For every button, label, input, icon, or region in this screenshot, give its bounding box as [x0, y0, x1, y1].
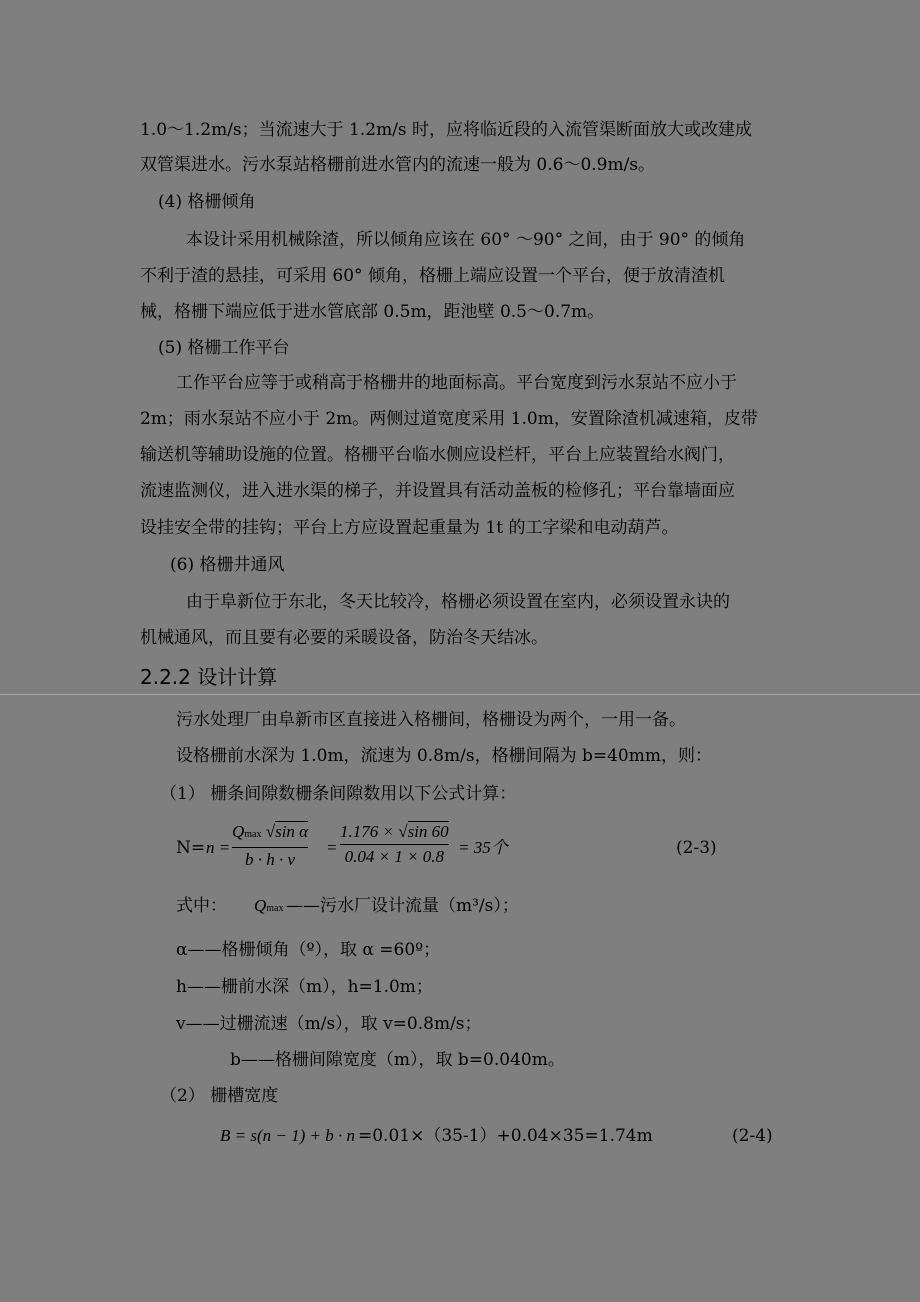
fraction-numerator: 1.176 × √sin 60	[340, 822, 449, 841]
paragraph-line: 本设计采用机械除渣，所以倾角应该在 60° ～90° 之间，由于 90° 的倾角	[186, 230, 746, 250]
step-heading-1: （1） 栅条间隙数栅条间隙数用以下公式计算：	[160, 784, 517, 804]
fraction-denominator: 0.04 × 1 × 0.8	[344, 847, 445, 866]
paragraph-line: 设挂安全带的挂钩；平台上方应设置起重量为 1t 的工字梁和电动葫芦。	[140, 518, 679, 538]
fraction-numerator: Qmax √sin α	[232, 822, 309, 841]
paragraph-line: 输送机等辅助设施的位置。格栅平台临水侧应设栏杆，平台上应装置给水阀门，	[140, 445, 735, 465]
fraction-numeric	[340, 822, 449, 867]
fraction-denominator: b · h · v	[245, 850, 296, 869]
subheading-6: (6) 格栅井通风	[170, 555, 285, 575]
variable-definition: h——栅前水深（m），h=1.0m；	[176, 977, 433, 997]
paragraph-line: 1.0～1.2m/s；当流速大于 1.2m/s 时，应将临近段的入流管渠断面放大或改建成	[140, 120, 753, 140]
formula-lhs: n =	[206, 838, 231, 857]
equation-number: (2-3)	[676, 838, 717, 858]
formula-lhs: B = s(n − 1) + b · n	[220, 1126, 355, 1145]
sqrt-icon: √	[398, 822, 408, 841]
paragraph-line: 污水处理厂由阜新市区直接进入格栅间，格栅设为两个，一用一备。	[176, 710, 686, 730]
variable-definition: v——过栅流速（m/s），取 v=0.8m/s；	[176, 1014, 482, 1034]
fraction-bar	[340, 844, 449, 845]
paragraph-line: 设格栅前水深为 1.0m，流速为 0.8m/s，格栅间隔为 b=40mm，则：	[176, 746, 712, 766]
equals-sign: =	[326, 838, 338, 857]
paragraph-line: 由于阜新位于东北，冬天比较冷，格栅必须设置在室内，必须设置永诀的	[186, 592, 730, 612]
paragraph-line: 2m；雨水泵站不应小于 2m。两侧过道宽度采用 1.0m，安置除渣机减速箱，皮带	[140, 409, 758, 429]
fraction-symbolic	[232, 822, 308, 870]
variable-definition: b——格栅间隙宽度（m），取 b=0.040m。	[230, 1050, 565, 1070]
formula-rhs: =0.01×（35-1）+0.04×35=1.74m	[358, 1126, 653, 1146]
subheading-5: (5) 格栅工作平台	[158, 338, 290, 358]
q-symbol: Qmax	[254, 896, 284, 915]
formula-prefix: N=	[176, 838, 206, 858]
paragraph-line: 双管渠进水。污水泵站格栅前进水管内的流速一般为 0.6～0.9m/s。	[140, 155, 656, 175]
fraction-bar	[232, 847, 308, 848]
equation-number: (2-4)	[732, 1126, 773, 1146]
paragraph-line: 械，格栅下端应低于进水管底部 0.5m，距池壁 0.5～0.7m。	[140, 302, 605, 322]
section-heading: 2.2.2 设计计算	[140, 665, 278, 689]
formula-result: = 35个	[458, 838, 508, 857]
paragraph-line: 机械通风，而且要有必要的采暖设备，防治冬天结冰。	[140, 628, 548, 648]
variable-definition: ——污水厂设计流量（m³/s）；	[286, 896, 519, 916]
variable-definition: α——格栅倾角（º），取 α =60º；	[176, 940, 441, 960]
step-heading-2: （2） 栅槽宽度	[160, 1086, 279, 1106]
page-separator	[0, 694, 920, 695]
where-label: 式中：	[176, 896, 227, 916]
sqrt-icon: √	[265, 822, 276, 841]
paragraph-line: 流速监测仪，进入进水渠的梯子，并设置具有活动盖板的检修孔；平台靠墙面应	[140, 481, 735, 501]
paragraph-line: 不利于渣的悬挂，可采用 60° 倾角，格栅上端应设置一个平台，便于放清渣机	[140, 266, 725, 286]
paragraph-line: 工作平台应等于或稍高于格栅井的地面标高。平台宽度到污水泵站不应小于	[176, 373, 737, 393]
subheading-4: (4) 格栅倾角	[158, 192, 256, 212]
